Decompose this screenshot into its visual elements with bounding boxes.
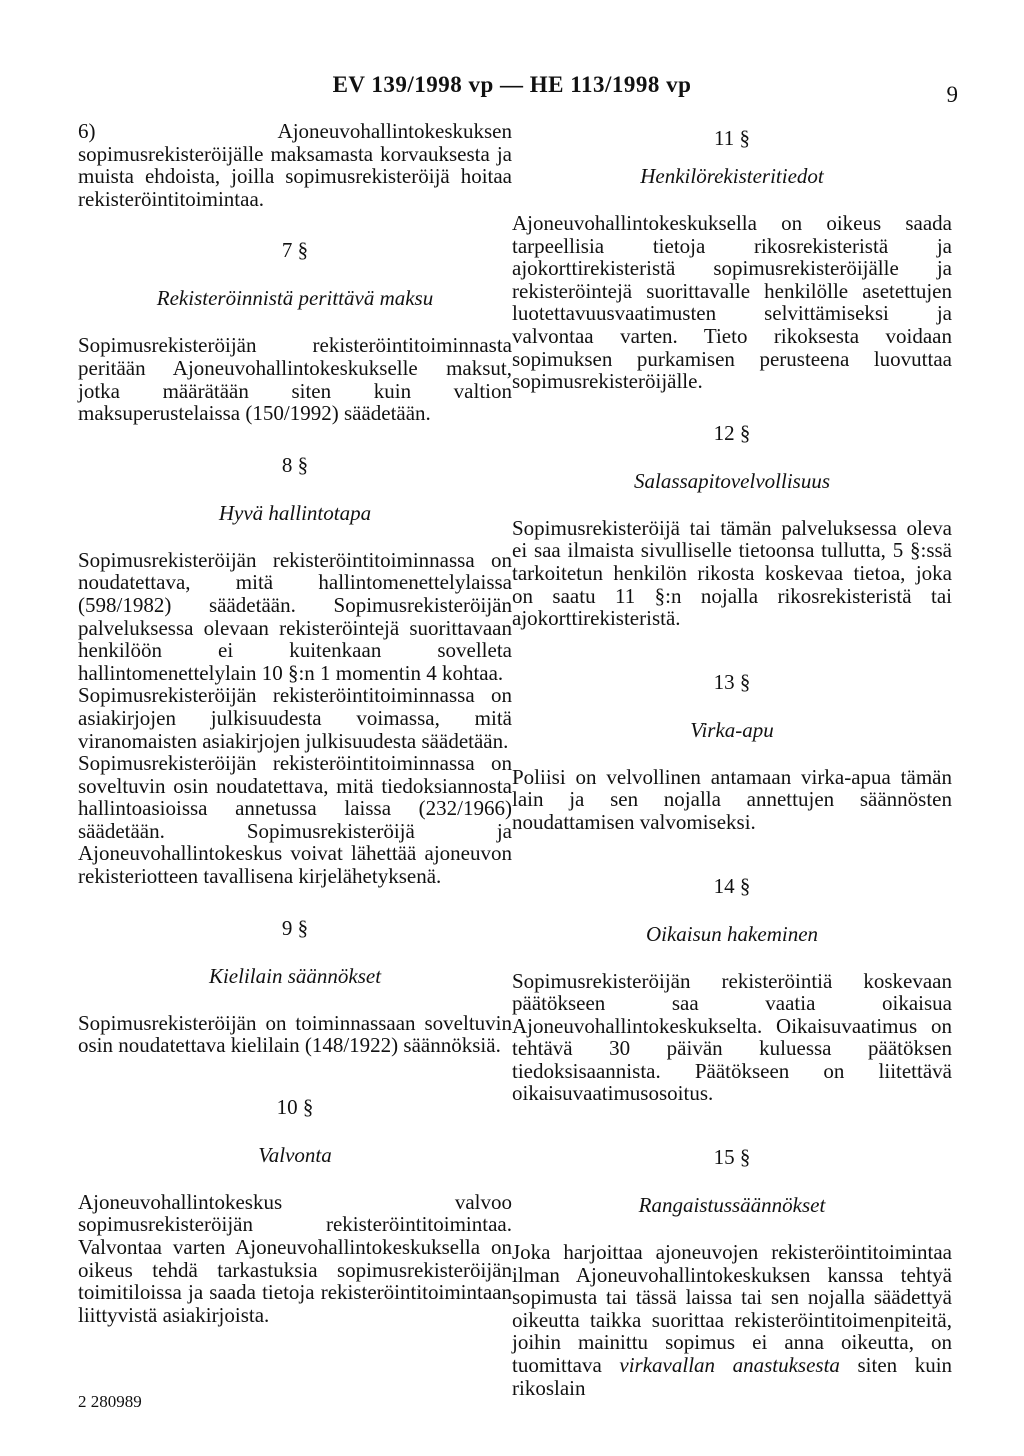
right-column: [512, 126, 952, 1399]
section-12-number: 12 §: [713, 420, 751, 445]
section-14-number: 14 §: [713, 873, 751, 898]
section-13-heading: Virka-apu: [690, 717, 774, 742]
section-8-paragraph-2: Sopimusrekisteröijän rekisteröintitoiminnassa on asiakirjojen julkisuudesta voimassa, mitä viranomaisten asiakirjojen julkisuudesta säädetään.: [78, 683, 512, 753]
section-15-number: 15 §: [713, 1145, 751, 1170]
page-number: 9: [946, 82, 958, 107]
page-header: [0, 58, 1024, 107]
section-8-heading: Hyvä hallintotapa: [218, 500, 372, 525]
section-10-number: 10 §: [276, 1094, 314, 1119]
section-13-number: 13 §: [713, 669, 751, 694]
section-14-heading: Oikaisun hakeminen: [645, 921, 819, 946]
section-11-heading: Henkilörekisteritiedot: [640, 164, 824, 188]
section-9-number: 9 §: [281, 915, 309, 940]
section-7-number: 7 §: [281, 238, 309, 263]
section-10-paragraph: Ajoneuvohallintokeskus valvoo sopimusrekisteröijän rekisteröintitoimintaa. Valvontaa varten Ajoneuvohallintokeskuksella on oikeus tehdä tarkastuksia sopimusrekisteröijän toimitiloissa ja saada tietoja rekisteröintitoimintaan liittyvistä asiakirjoista.: [78, 1189, 512, 1327]
section-12-paragraph: Sopimusrekisteröijä tai tämän palveluksessa oleva ei saa ilmaista sivulliselle tietoonsa tullutta, 5 §:ssä tarkoitetun henkilön rikosta koskevaa tietoa, joka on saatu 11 §:n nojalla rikosrekisteristä tai ajokorttirekisteristä.: [512, 515, 952, 631]
section-15-text-end: siten kuin rikoslain: [512, 1353, 953, 1400]
print-code: 2 280989: [78, 1392, 142, 1411]
left-column: [78, 120, 512, 1326]
section-12-heading: Salassapitovelvollisuus: [634, 468, 830, 493]
section-8-number: 8 §: [281, 452, 309, 477]
section-8-paragraph-3: Sopimusrekisteröijän rekisteröintitoiminnassa on soveltuvin osin noudatettava, mitä tiedoksiannosta hallintoasioissa annetussa laissa (232/1966) säädetään. Sopimusrekisteröijä ja Ajoneuvohallintokeskus voivat lähettää ajoneuvon rekisteriotteen tavallisena kirjelähetyksenä.: [78, 751, 512, 889]
section-9-heading: Kielilain säännökset: [208, 963, 382, 988]
section-7-heading: Rekisteröinnistä perittävä maksu: [156, 286, 434, 311]
section-10-heading: Valvonta: [258, 1142, 332, 1167]
section-14-paragraph: Sopimusrekisteröijän rekisteröintiä koskevaan päätökseen saa vaatia oikaisua Ajoneuvohallintokeskukselta. Oikaisuvaatimus on tehtävä 30 päivän kuluessa päätöksen tiedoksisaannista. Päätökseen on liitettävä oikaisuvaatimusosoitus.: [512, 968, 952, 1106]
document-reference: EV 139/1998 vp — HE 113/1998 vp: [332, 72, 692, 97]
section-8-paragraph-1: Sopimusrekisteröijän rekisteröintitoiminnassa on noudatettava, mitä hallintomenettelylaissa (598/1982) säädetään. Sopimusrekisteröijän palveluksessa olevaan rekisteröintejä suorittavaan henkilöön ei kuitenkaan sovelleta hallintomenettelylain 10 §:n 1 momentin 4 kohtaa.: [78, 547, 512, 685]
section-15-paragraph: [512, 1241, 952, 1399]
section-7-paragraph: Sopimusrekisteröijän rekisteröintitoiminnasta peritään Ajoneuvohallintokeskukselle maksut, jotka määrätään siten kuin valtion maksuperustelaissa (150/1992) säädetään.: [78, 333, 512, 426]
section-13-paragraph: Poliisi on velvollinen antamaan virka-apua tämän lain ja sen nojalla annettujen säännösten noudattamisen valvomiseksi.: [512, 764, 952, 834]
section-15-italic-term: virkavallan anastuksesta: [619, 1353, 840, 1378]
section-15-heading: Rangaistussäännökset: [638, 1193, 826, 1218]
section-11-number: 11 §: [714, 126, 750, 150]
section-11-paragraph: Ajoneuvohallintokeskuksella on oikeus saada tarpeellisia tietoja rikosrekisteristä ja ajokorttirekisteristä sopimusrekisteröijälle ja rekisteröintejä suorittavalle henkilölle asetettujen luotettavuusvaatimusten selvittämiseksi ja valvontaa varten. Tieto rikoksesta voidaan sopimuksen purkamisen perusteena luovuttaa sopimusrekisteröijälle.: [512, 211, 952, 394]
item-6-paragraph: 6) Ajoneuvohallintokeskuksen sopimusrekisteröijälle maksamasta korvauksesta ja muista ehdoista, joilla sopimusrekisteröijä hoitaa rekisteröintitoimintaa.: [78, 119, 512, 211]
section-9-paragraph: Sopimusrekisteröijän on toiminnassaan soveltuvin osin noudatettava kielilain (148/1922) säännöksiä.: [78, 1010, 512, 1058]
section-15-text-start: Joka harjoittaa ajoneuvojen rekisteröintitoimintaa ilman Ajoneuvohallintokeskuksen kanssa tehtyä sopimusta tai tässä laissa tai sen nojalla säädettyä oikeutta taikka suorittaa rekisteröintitoimenpiteitä, joihin mainittu sopimus ei anna oikeutta, on tuomittava: [512, 1240, 952, 1378]
